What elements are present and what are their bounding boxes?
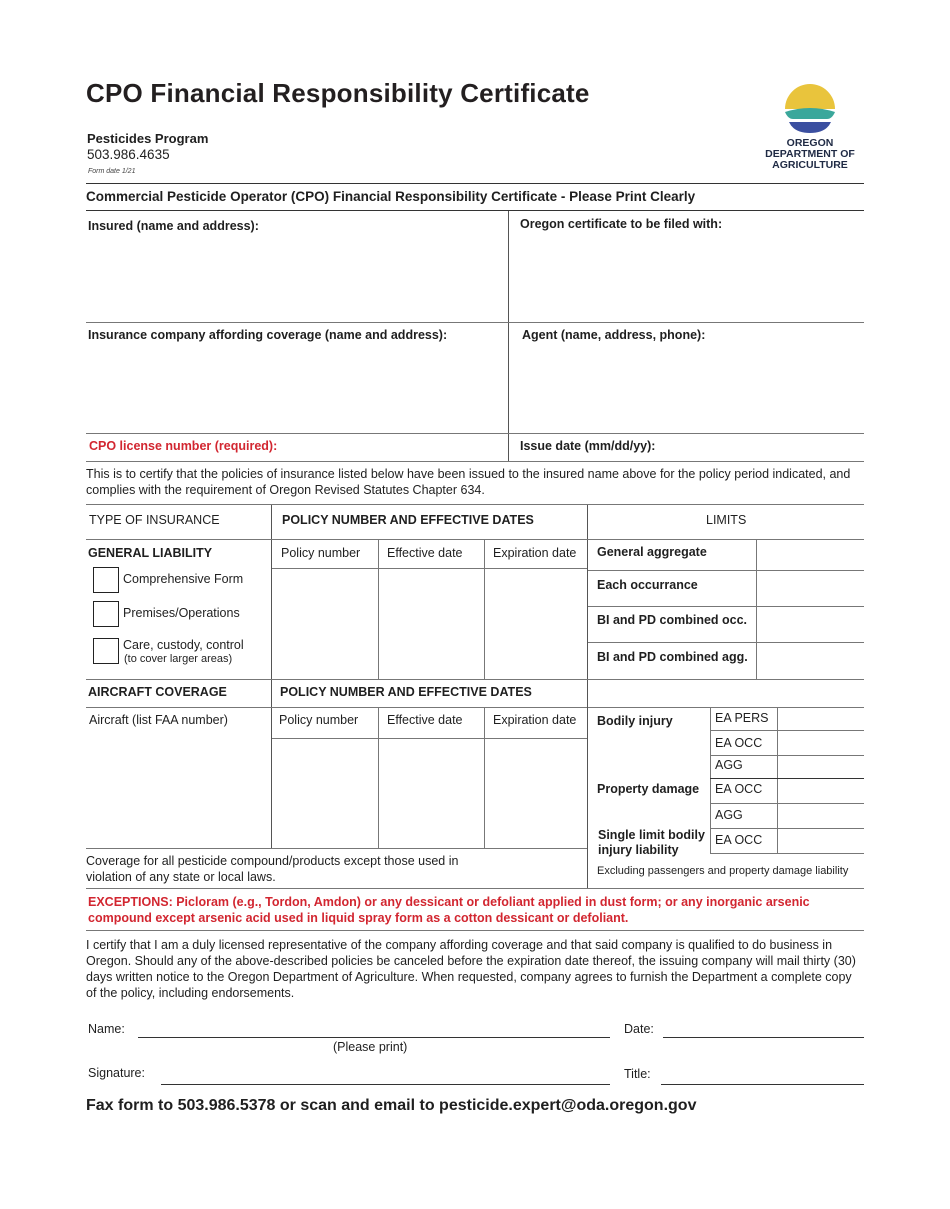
- coverage-note: Coverage for all pesticide compound/products except those used in violation of any state or local laws.: [86, 854, 459, 884]
- please-print-note: (Please print): [333, 1040, 408, 1054]
- limits-header: LIMITS: [706, 513, 747, 527]
- oregon-cert-input[interactable]: [510, 234, 864, 322]
- single-limit-label: Single limit bodily injury liability: [598, 828, 705, 857]
- oregon-cert-label: Oregon certificate to be filed with:: [520, 217, 723, 231]
- insured-input[interactable]: [86, 236, 508, 322]
- insured-label: Insured (name and address):: [88, 219, 259, 233]
- ac-policy-number-header: Policy number: [279, 713, 359, 727]
- type-of-insurance-header: TYPE OF INSURANCE: [89, 513, 220, 527]
- general-aggregate-input[interactable]: [758, 541, 863, 569]
- cpo-license-label: CPO license number (required):: [89, 439, 278, 453]
- signature-label: Signature:: [88, 1066, 145, 1080]
- logo-line-1: OREGON: [786, 137, 834, 149]
- aircraft-policy-header: POLICY NUMBER AND EFFECTIVE DATES: [280, 685, 532, 699]
- property-damage-label: Property damage: [597, 782, 700, 796]
- comprehensive-form-checkbox[interactable]: [93, 567, 119, 593]
- excluding-note: Excluding passengers and property damage liability: [597, 865, 849, 877]
- certify-statement: I certify that I am a duly licensed representative of the company affording coverage and that said company is qualified to do business in Oregon. Should any of the above-described policies be canceled before the expiration date thereof, the issuing company will mail thirty (30) days written notice to the Oregon Department of Agriculture. When requested, company agrees to furnish the Department a complete copy of the policy, including endorsements.: [86, 938, 856, 1000]
- logo-line-3: AGRICULTURE: [772, 159, 848, 171]
- bi-pd-occ-input[interactable]: [758, 608, 863, 641]
- care-custody-label: Care, custody, control: [123, 638, 244, 652]
- bi-ea-occ-input[interactable]: [779, 732, 863, 754]
- gl-policy-number-header: Policy number: [281, 546, 361, 560]
- logo-line-2: DEPARTMENT OF: [765, 148, 855, 160]
- ac-expiration-date-header: Expiration date: [493, 713, 577, 727]
- pd-agg-label: AGG: [715, 808, 743, 822]
- signature-line[interactable]: [161, 1084, 610, 1085]
- sl-ea-occ-input[interactable]: [779, 830, 863, 852]
- limit-general-aggregate: General aggregate: [597, 545, 707, 559]
- each-occurrance-input[interactable]: [758, 572, 863, 605]
- insurance-company-input[interactable]: [86, 346, 508, 432]
- date-label: Date:: [624, 1022, 654, 1036]
- limit-bi-pd-agg: BI and PD combined agg.: [597, 650, 748, 664]
- oda-logo-icon: [782, 82, 838, 134]
- pd-ea-occ-input[interactable]: [779, 780, 863, 802]
- bi-pd-agg-input[interactable]: [758, 644, 863, 678]
- issue-date-input[interactable]: [668, 436, 862, 458]
- bi-agg-input[interactable]: [779, 757, 863, 777]
- ac-expiration-date-input[interactable]: [486, 740, 586, 847]
- form-date: Form date 1/21: [88, 168, 136, 175]
- ac-effective-date-input[interactable]: [380, 740, 483, 847]
- section-heading: Commercial Pesticide Operator (CPO) Financial Responsibility Certificate - Please Print Clearly: [86, 189, 696, 204]
- care-custody-checkbox[interactable]: [93, 638, 119, 664]
- bi-ea-pers-label: EA PERS: [715, 711, 769, 725]
- limit-each-occurrance: Each occurrance: [597, 578, 698, 592]
- title-line[interactable]: [661, 1084, 864, 1085]
- program-phone: 503.986.4635: [87, 147, 170, 162]
- issue-date-label: Issue date (mm/dd/yy):: [520, 439, 656, 453]
- bodily-injury-label: Bodily injury: [597, 714, 673, 728]
- cpo-license-input[interactable]: [282, 436, 506, 458]
- pd-ea-occ-label: EA OCC: [715, 782, 763, 796]
- care-custody-note: (to cover larger areas): [124, 653, 233, 665]
- exceptions-text: EXCEPTIONS: Picloram (e.g., Tordon, Amdon) or any dessicant or defoliant applied in dust form; or any inorganic arsenic compound except arsenic acid used in liquid spray form as a cotton dessicant or defoliant.: [88, 895, 810, 925]
- aircraft-faa-label: Aircraft (list FAA number): [89, 713, 228, 727]
- oda-logo: [762, 82, 858, 171]
- title-label: Title:: [624, 1067, 651, 1081]
- ac-effective-date-header: Effective date: [387, 713, 463, 727]
- pd-agg-input[interactable]: [779, 805, 863, 827]
- form-title: CPO Financial Responsibility Certificate: [86, 78, 590, 108]
- agent-input[interactable]: [510, 346, 864, 432]
- program-name: Pesticides Program: [87, 131, 209, 146]
- policy-header: POLICY NUMBER AND EFFECTIVE DATES: [282, 513, 534, 527]
- gl-expiration-date-header: Expiration date: [493, 546, 577, 560]
- date-line[interactable]: [663, 1037, 864, 1038]
- bi-ea-occ-label: EA OCC: [715, 736, 763, 750]
- insurance-company-label: Insurance company affording coverage (name and address):: [88, 328, 448, 342]
- gl-expiration-date-input[interactable]: [486, 570, 586, 678]
- agent-label: Agent (name, address, phone):: [522, 328, 706, 342]
- premises-operations-label: Premises/Operations: [123, 606, 240, 620]
- bi-ea-pers-input[interactable]: [779, 709, 863, 729]
- premises-operations-checkbox[interactable]: [93, 601, 119, 627]
- limit-bi-pd-occ: BI and PD combined occ.: [597, 613, 748, 627]
- gl-effective-date-header: Effective date: [387, 546, 463, 560]
- aircraft-coverage-label: AIRCRAFT COVERAGE: [88, 685, 227, 699]
- bi-agg-label: AGG: [715, 758, 743, 772]
- sl-ea-occ-label: EA OCC: [715, 833, 763, 847]
- aircraft-faa-input[interactable]: [87, 732, 270, 847]
- comprehensive-form-label: Comprehensive Form: [123, 572, 244, 586]
- name-line[interactable]: [138, 1037, 610, 1038]
- name-label: Name:: [88, 1022, 125, 1036]
- certify-text: This is to certify that the policies of insurance listed below have been issued to the insured name above for the policy period indicated, and complies with the requirement of Oregon Revised Statutes Chapter 634.: [86, 467, 851, 497]
- gl-effective-date-input[interactable]: [380, 570, 483, 678]
- ac-policy-number-input[interactable]: [273, 740, 377, 847]
- general-liability-label: GENERAL LIABILITY: [88, 546, 213, 560]
- gl-policy-number-input[interactable]: [273, 570, 377, 678]
- fax-instructions: Fax form to 503.986.5378 or scan and email to pesticide.expert@oda.oregon.gov: [86, 1097, 697, 1114]
